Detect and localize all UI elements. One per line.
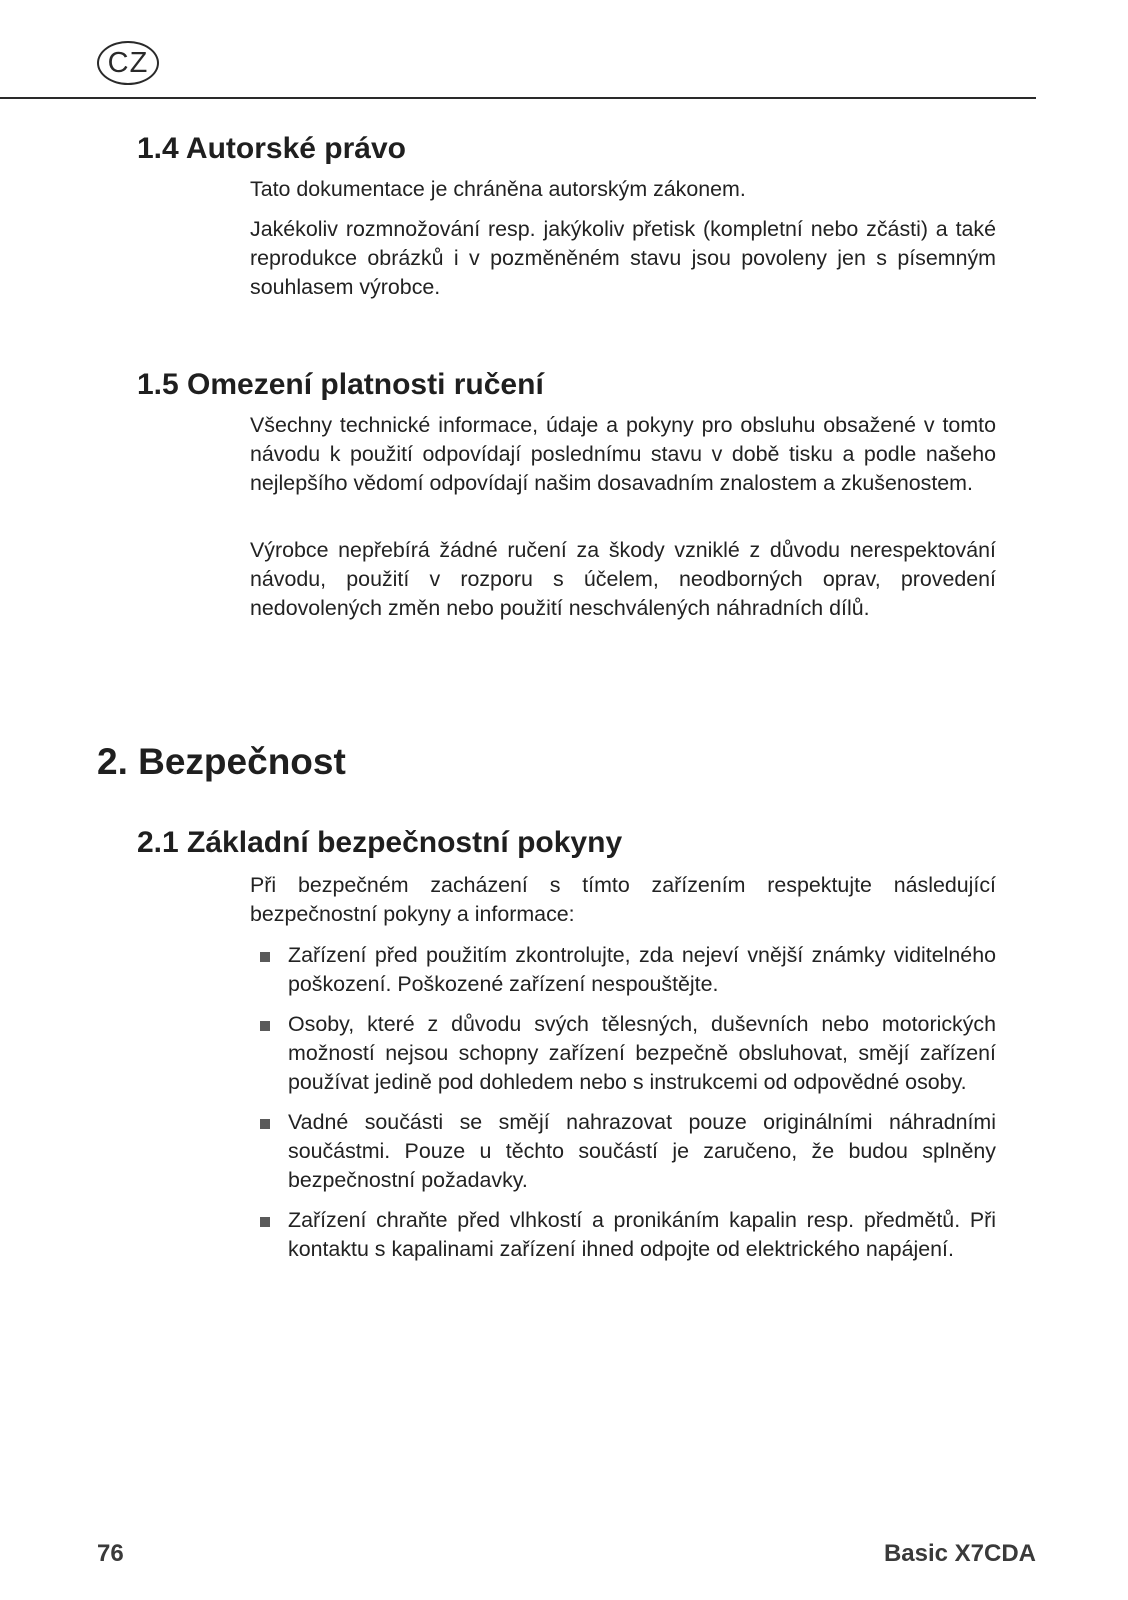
list-item xyxy=(250,941,996,999)
list-item-text: Zařízení před použitím zkontrolujte, zda nejeví vnější známky viditelného poškození. Poškozené zařízení nespouštějte. xyxy=(288,943,996,996)
section-title-1-4: 1.4 Autorské právo xyxy=(137,132,406,165)
chapter-title-2: 2. Bezpečnost xyxy=(97,741,346,782)
list-item xyxy=(250,1108,996,1195)
list-item-text: Zařízení chraňte před vlhkostí a pronikáním kapalin resp. předmětů. Při kontaktu s kapalinami zařízení ihned odpojte od elektrického napájení. xyxy=(288,1208,996,1261)
paragraph: Při bezpečném zacházení s tímto zařízením respektujte následující bezpečnostní pokyny a informace: xyxy=(250,873,996,926)
square-bullet-icon xyxy=(260,952,270,962)
header-divider xyxy=(0,97,1036,99)
square-bullet-icon xyxy=(260,1217,270,1227)
page-number: 76 xyxy=(97,1540,124,1567)
list-item xyxy=(250,1206,996,1264)
safety-bullet-list xyxy=(250,941,996,1264)
list-item xyxy=(250,1010,996,1097)
section-title-1-5: 1.5 Omezení platnosti ručení xyxy=(137,368,544,401)
square-bullet-icon xyxy=(260,1119,270,1129)
paragraph: Všechny technické informace, údaje a pokyny pro obsluhu obsažené v tomto návodu k použití odpovídají poslednímu stavu v době tisku a podle našeho nejlepšího vědomí odpovídají našim dosavadním znalostem a zkušenostem. xyxy=(250,413,996,495)
square-bullet-icon xyxy=(260,1021,270,1031)
section-title-2-1: 2.1 Základní bezpečnostní pokyny xyxy=(137,826,623,859)
list-item-text: Vadné součásti se smějí nahrazovat pouze originálními náhradními součástmi. Pouze u těchto součástí je zaručeno, že budou splněny bezpečnostní požadavky. xyxy=(288,1110,996,1192)
paragraph: Jakékoliv rozmnožování resp. jakýkoliv přetisk (kompletní nebo zčásti) a také reprodukce obrázků i v pozměněném stavu jsou povoleny jen s písemným souhlasem výrobce. xyxy=(250,217,996,299)
list-item-text: Osoby, které z důvodu svých tělesných, duševních nebo motorických možností nejsou schopny zařízení bezpečně obsluhovat, smějí zařízení používat jedině pod dohledem nebo s instrukcemi od odpovědné osoby. xyxy=(288,1012,996,1094)
model-name: Basic X7CDA xyxy=(883,1540,1036,1567)
paragraph: Tato dokumentace je chráněna autorským zákonem. xyxy=(250,177,746,201)
paragraph: Výrobce nepřebírá žádné ručení za škody vzniklé z důvodu nerespektování návodu, použití v rozporu s účelem, neodborných oprav, provedení nedovolených změn nebo použití neschválených náhradních dílů. xyxy=(250,538,996,620)
language-badge-cz: CZ xyxy=(97,41,159,85)
